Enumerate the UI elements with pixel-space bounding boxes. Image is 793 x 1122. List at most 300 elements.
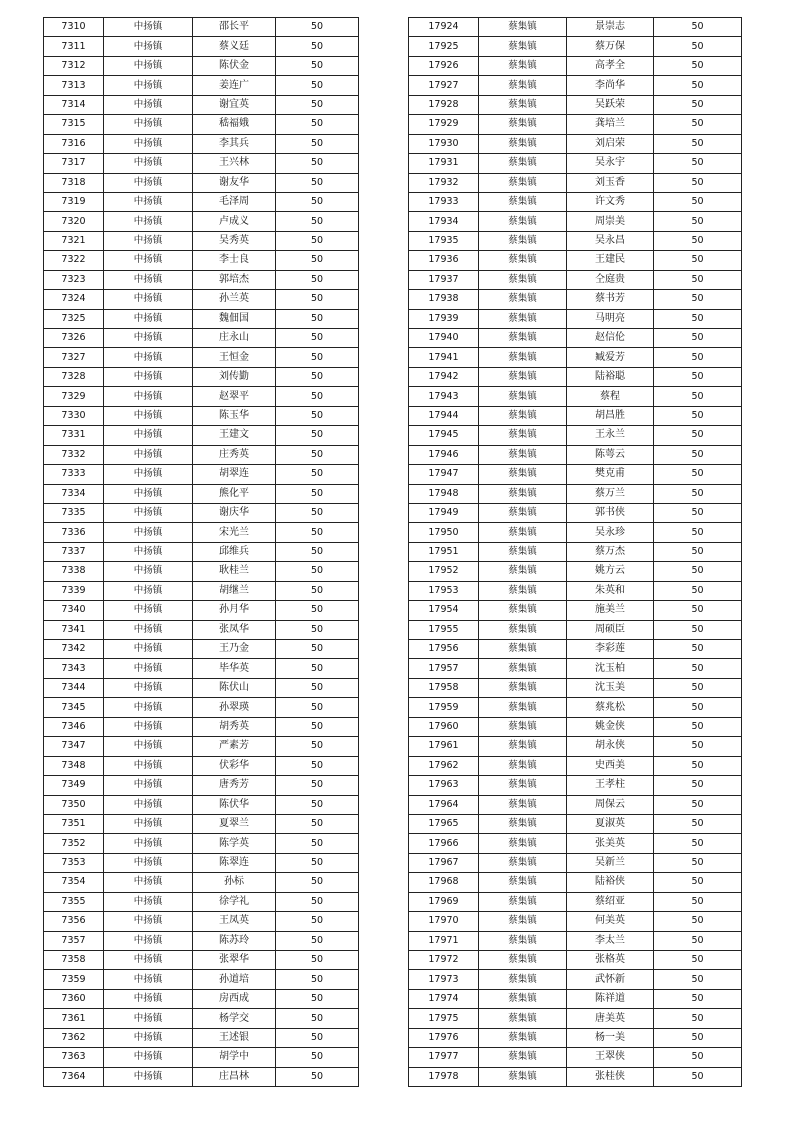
amount-cell: 50 — [276, 678, 359, 697]
amount-cell: 50 — [654, 192, 742, 211]
table-row — [409, 290, 742, 309]
table-row — [409, 659, 742, 678]
table-row — [44, 678, 359, 697]
amount-cell: 50 — [276, 37, 359, 56]
person-name-cell: 熊化平 — [193, 484, 276, 503]
record-id-cell: 7356 — [44, 912, 104, 931]
person-name-cell: 刘启荣 — [567, 134, 654, 153]
record-id-cell: 17930 — [409, 134, 479, 153]
record-id-cell: 17950 — [409, 523, 479, 542]
record-id-cell: 17952 — [409, 562, 479, 581]
table-row — [409, 56, 742, 75]
person-name-cell: 郭书侠 — [567, 503, 654, 522]
town-cell: 蔡集镇 — [479, 523, 567, 542]
table-row — [409, 873, 742, 892]
person-name-cell: 景崇志 — [567, 18, 654, 37]
town-cell: 蔡集镇 — [479, 426, 567, 445]
amount-cell: 50 — [276, 387, 359, 406]
record-id-cell: 7315 — [44, 115, 104, 134]
town-cell: 中扬镇 — [104, 814, 193, 833]
table-row — [409, 989, 742, 1008]
person-name-cell: 邱维兵 — [193, 542, 276, 561]
record-id-cell: 7337 — [44, 542, 104, 561]
record-id-cell: 7348 — [44, 756, 104, 775]
record-id-cell: 17947 — [409, 465, 479, 484]
town-cell: 中扬镇 — [104, 348, 193, 367]
town-cell: 中扬镇 — [104, 542, 193, 561]
table-row — [409, 115, 742, 134]
table-row — [409, 503, 742, 522]
amount-cell: 50 — [276, 56, 359, 75]
town-cell: 蔡集镇 — [479, 367, 567, 386]
table-row — [44, 756, 359, 775]
town-cell: 蔡集镇 — [479, 678, 567, 697]
person-name-cell: 蔡万保 — [567, 37, 654, 56]
record-id-cell: 7363 — [44, 1048, 104, 1067]
amount-cell: 50 — [654, 231, 742, 250]
table-row — [44, 37, 359, 56]
amount-cell: 50 — [654, 542, 742, 561]
town-cell: 中扬镇 — [104, 892, 193, 911]
town-cell: 蔡集镇 — [479, 251, 567, 270]
record-id-cell: 7354 — [44, 873, 104, 892]
person-name-cell: 卢成义 — [193, 212, 276, 231]
table-row — [409, 717, 742, 736]
record-id-cell: 17937 — [409, 270, 479, 289]
person-name-cell: 孙月华 — [193, 601, 276, 620]
person-name-cell: 王凤英 — [193, 912, 276, 931]
person-name-cell: 孙兰英 — [193, 290, 276, 309]
record-id-cell: 17954 — [409, 601, 479, 620]
record-id-cell: 17941 — [409, 348, 479, 367]
table-row — [409, 134, 742, 153]
town-cell: 蔡集镇 — [479, 640, 567, 659]
record-id-cell: 17975 — [409, 1009, 479, 1028]
table-row — [409, 192, 742, 211]
amount-cell: 50 — [276, 1028, 359, 1047]
table-row — [44, 192, 359, 211]
record-id-cell: 7347 — [44, 737, 104, 756]
town-cell: 蔡集镇 — [479, 601, 567, 620]
record-id-cell: 7339 — [44, 581, 104, 600]
amount-cell: 50 — [654, 892, 742, 911]
town-cell: 中扬镇 — [104, 737, 193, 756]
record-id-cell: 7334 — [44, 484, 104, 503]
person-name-cell: 杨学交 — [193, 1009, 276, 1028]
town-cell: 蔡集镇 — [479, 873, 567, 892]
amount-cell: 50 — [276, 717, 359, 736]
person-name-cell: 马明亮 — [567, 309, 654, 328]
table-row — [44, 892, 359, 911]
amount-cell: 50 — [276, 756, 359, 775]
person-name-cell: 陈祥道 — [567, 989, 654, 1008]
person-name-cell: 刘传勤 — [193, 367, 276, 386]
town-cell: 蔡集镇 — [479, 892, 567, 911]
table-row — [409, 329, 742, 348]
table-row — [44, 1028, 359, 1047]
town-cell: 蔡集镇 — [479, 212, 567, 231]
record-id-cell: 17928 — [409, 95, 479, 114]
table-row — [409, 309, 742, 328]
person-name-cell: 毕华英 — [193, 659, 276, 678]
person-name-cell: 姜连广 — [193, 76, 276, 95]
table-row — [44, 1067, 359, 1086]
table-row — [409, 37, 742, 56]
town-cell: 中扬镇 — [104, 309, 193, 328]
town-cell: 中扬镇 — [104, 581, 193, 600]
person-name-cell: 宋光兰 — [193, 523, 276, 542]
town-cell: 中扬镇 — [104, 562, 193, 581]
table-row — [44, 834, 359, 853]
record-id-cell: 7310 — [44, 18, 104, 37]
town-cell: 中扬镇 — [104, 678, 193, 697]
record-id-cell: 7340 — [44, 601, 104, 620]
table-row — [44, 173, 359, 192]
table-row — [44, 737, 359, 756]
table-row — [44, 640, 359, 659]
amount-cell: 50 — [654, 931, 742, 950]
table-row — [44, 659, 359, 678]
town-cell: 蔡集镇 — [479, 951, 567, 970]
person-name-cell: 龚培兰 — [567, 115, 654, 134]
amount-cell: 50 — [654, 640, 742, 659]
town-cell: 中扬镇 — [104, 1009, 193, 1028]
record-id-cell: 17969 — [409, 892, 479, 911]
amount-cell: 50 — [654, 251, 742, 270]
person-name-cell: 庄秀英 — [193, 445, 276, 464]
amount-cell: 50 — [276, 212, 359, 231]
table-row — [409, 484, 742, 503]
record-id-cell: 7352 — [44, 834, 104, 853]
amount-cell: 50 — [276, 270, 359, 289]
town-cell: 中扬镇 — [104, 18, 193, 37]
amount-cell: 50 — [276, 1048, 359, 1067]
record-id-cell: 17960 — [409, 717, 479, 736]
amount-cell: 50 — [276, 892, 359, 911]
record-id-cell: 7318 — [44, 173, 104, 192]
table-row — [44, 134, 359, 153]
record-id-cell: 7361 — [44, 1009, 104, 1028]
table-row — [44, 154, 359, 173]
person-name-cell: 伏彩华 — [193, 756, 276, 775]
record-id-cell: 7330 — [44, 406, 104, 425]
person-name-cell: 周崇美 — [567, 212, 654, 231]
person-name-cell: 张凤华 — [193, 620, 276, 639]
record-id-cell: 17974 — [409, 989, 479, 1008]
person-name-cell: 臧爱芳 — [567, 348, 654, 367]
roster-table-right — [408, 17, 742, 1087]
table-row — [409, 640, 742, 659]
town-cell: 蔡集镇 — [479, 1009, 567, 1028]
person-name-cell: 张桂侠 — [567, 1067, 654, 1086]
person-name-cell: 唐秀芳 — [193, 776, 276, 795]
record-id-cell: 7314 — [44, 95, 104, 114]
town-cell: 蔡集镇 — [479, 484, 567, 503]
town-cell: 中扬镇 — [104, 503, 193, 522]
record-id-cell: 7326 — [44, 329, 104, 348]
record-id-cell: 17926 — [409, 56, 479, 75]
table-row — [409, 581, 742, 600]
record-id-cell: 17932 — [409, 173, 479, 192]
record-id-cell: 17976 — [409, 1028, 479, 1047]
table-row — [409, 154, 742, 173]
record-id-cell: 17967 — [409, 853, 479, 872]
town-cell: 蔡集镇 — [479, 406, 567, 425]
person-name-cell: 郭培杰 — [193, 270, 276, 289]
record-id-cell: 17955 — [409, 620, 479, 639]
amount-cell: 50 — [654, 756, 742, 775]
table-row — [409, 212, 742, 231]
amount-cell: 50 — [654, 406, 742, 425]
amount-cell: 50 — [276, 173, 359, 192]
town-cell: 中扬镇 — [104, 970, 193, 989]
record-id-cell: 7336 — [44, 523, 104, 542]
amount-cell: 50 — [276, 290, 359, 309]
amount-cell: 50 — [276, 329, 359, 348]
town-cell: 蔡集镇 — [479, 562, 567, 581]
amount-cell: 50 — [276, 562, 359, 581]
table-row — [409, 620, 742, 639]
person-name-cell: 王建民 — [567, 251, 654, 270]
table-row — [409, 562, 742, 581]
town-cell: 中扬镇 — [104, 776, 193, 795]
person-name-cell: 李士良 — [193, 251, 276, 270]
record-id-cell: 17970 — [409, 912, 479, 931]
table-row — [409, 406, 742, 425]
amount-cell: 50 — [276, 484, 359, 503]
record-id-cell: 7357 — [44, 931, 104, 950]
amount-cell: 50 — [654, 873, 742, 892]
amount-cell: 50 — [654, 737, 742, 756]
amount-cell: 50 — [276, 620, 359, 639]
person-name-cell: 何美英 — [567, 912, 654, 931]
record-id-cell: 7338 — [44, 562, 104, 581]
town-cell: 中扬镇 — [104, 270, 193, 289]
table-row — [44, 76, 359, 95]
record-id-cell: 17933 — [409, 192, 479, 211]
record-id-cell: 17956 — [409, 640, 479, 659]
person-name-cell: 武怀新 — [567, 970, 654, 989]
amount-cell: 50 — [276, 18, 359, 37]
table-row — [409, 1048, 742, 1067]
person-name-cell: 赵信伦 — [567, 329, 654, 348]
person-name-cell: 李其兵 — [193, 134, 276, 153]
person-name-cell: 樊克甫 — [567, 465, 654, 484]
town-cell: 蔡集镇 — [479, 329, 567, 348]
table-row — [44, 1009, 359, 1028]
record-id-cell: 7355 — [44, 892, 104, 911]
person-name-cell: 李太兰 — [567, 931, 654, 950]
amount-cell: 50 — [654, 659, 742, 678]
person-name-cell: 陈萼云 — [567, 445, 654, 464]
person-name-cell: 蔡万杰 — [567, 542, 654, 561]
table-row — [44, 251, 359, 270]
record-id-cell: 17971 — [409, 931, 479, 950]
record-id-cell: 7359 — [44, 970, 104, 989]
town-cell: 中扬镇 — [104, 231, 193, 250]
person-name-cell: 吴永昌 — [567, 231, 654, 250]
person-name-cell: 张格英 — [567, 951, 654, 970]
person-name-cell: 王建文 — [193, 426, 276, 445]
amount-cell: 50 — [654, 329, 742, 348]
town-cell: 蔡集镇 — [479, 115, 567, 134]
town-cell: 蔡集镇 — [479, 76, 567, 95]
amount-cell: 50 — [654, 76, 742, 95]
person-name-cell: 姚方云 — [567, 562, 654, 581]
amount-cell: 50 — [654, 1048, 742, 1067]
record-id-cell: 17935 — [409, 231, 479, 250]
person-name-cell: 谢友华 — [193, 173, 276, 192]
person-name-cell: 周保云 — [567, 795, 654, 814]
table-row — [409, 387, 742, 406]
amount-cell: 50 — [654, 853, 742, 872]
person-name-cell: 沈玉柏 — [567, 659, 654, 678]
amount-cell: 50 — [276, 192, 359, 211]
town-cell: 蔡集镇 — [479, 134, 567, 153]
person-name-cell: 王永兰 — [567, 426, 654, 445]
table-row — [409, 970, 742, 989]
table-row — [44, 912, 359, 931]
person-name-cell: 唐美英 — [567, 1009, 654, 1028]
table-row — [44, 445, 359, 464]
amount-cell: 50 — [276, 795, 359, 814]
table-row — [44, 18, 359, 37]
town-cell: 蔡集镇 — [479, 776, 567, 795]
table-row — [409, 678, 742, 697]
table-row — [409, 814, 742, 833]
amount-cell: 50 — [276, 659, 359, 678]
table-row — [409, 348, 742, 367]
town-cell: 蔡集镇 — [479, 853, 567, 872]
table-row — [44, 270, 359, 289]
person-name-cell: 许文秀 — [567, 192, 654, 211]
amount-cell: 50 — [276, 912, 359, 931]
record-id-cell: 17927 — [409, 76, 479, 95]
person-name-cell: 蔡兆松 — [567, 698, 654, 717]
table-row — [44, 795, 359, 814]
person-name-cell: 李彩莲 — [567, 640, 654, 659]
town-cell: 中扬镇 — [104, 367, 193, 386]
record-id-cell: 7342 — [44, 640, 104, 659]
person-name-cell: 高孝全 — [567, 56, 654, 75]
town-cell: 蔡集镇 — [479, 756, 567, 775]
record-id-cell: 7360 — [44, 989, 104, 1008]
person-name-cell: 刘玉香 — [567, 173, 654, 192]
record-id-cell: 17938 — [409, 290, 479, 309]
amount-cell: 50 — [276, 406, 359, 425]
table-row — [409, 853, 742, 872]
record-id-cell: 17931 — [409, 154, 479, 173]
town-cell: 中扬镇 — [104, 698, 193, 717]
amount-cell: 50 — [276, 251, 359, 270]
town-cell: 中扬镇 — [104, 1067, 193, 1086]
record-id-cell: 7362 — [44, 1028, 104, 1047]
person-name-cell: 房西成 — [193, 989, 276, 1008]
amount-cell: 50 — [276, 542, 359, 561]
table-row — [409, 912, 742, 931]
town-cell: 中扬镇 — [104, 37, 193, 56]
town-cell: 蔡集镇 — [479, 192, 567, 211]
table-row — [44, 329, 359, 348]
record-id-cell: 17929 — [409, 115, 479, 134]
amount-cell: 50 — [276, 776, 359, 795]
town-cell: 中扬镇 — [104, 601, 193, 620]
person-name-cell: 蔡万兰 — [567, 484, 654, 503]
record-id-cell: 7353 — [44, 853, 104, 872]
record-id-cell: 17973 — [409, 970, 479, 989]
amount-cell: 50 — [276, 853, 359, 872]
town-cell: 蔡集镇 — [479, 659, 567, 678]
amount-cell: 50 — [276, 814, 359, 833]
amount-cell: 50 — [276, 231, 359, 250]
town-cell: 中扬镇 — [104, 251, 193, 270]
amount-cell: 50 — [654, 387, 742, 406]
record-id-cell: 7358 — [44, 951, 104, 970]
town-cell: 中扬镇 — [104, 406, 193, 425]
town-cell: 蔡集镇 — [479, 1028, 567, 1047]
amount-cell: 50 — [654, 367, 742, 386]
record-id-cell: 17946 — [409, 445, 479, 464]
record-id-cell: 17963 — [409, 776, 479, 795]
person-name-cell: 陈伏山 — [193, 678, 276, 697]
record-id-cell: 7316 — [44, 134, 104, 153]
table-row — [44, 620, 359, 639]
person-name-cell: 嵇福娥 — [193, 115, 276, 134]
person-name-cell: 王翠侠 — [567, 1048, 654, 1067]
table-row — [44, 484, 359, 503]
record-id-cell: 17936 — [409, 251, 479, 270]
town-cell: 蔡集镇 — [479, 717, 567, 736]
person-name-cell: 庄永山 — [193, 329, 276, 348]
town-cell: 中扬镇 — [104, 465, 193, 484]
record-id-cell: 7322 — [44, 251, 104, 270]
person-name-cell: 谢宜英 — [193, 95, 276, 114]
town-cell: 中扬镇 — [104, 756, 193, 775]
amount-cell: 50 — [276, 989, 359, 1008]
amount-cell: 50 — [654, 134, 742, 153]
amount-cell: 50 — [276, 115, 359, 134]
table-row — [409, 601, 742, 620]
record-id-cell: 7311 — [44, 37, 104, 56]
town-cell: 中扬镇 — [104, 387, 193, 406]
amount-cell: 50 — [276, 426, 359, 445]
town-cell: 中扬镇 — [104, 445, 193, 464]
town-cell: 中扬镇 — [104, 853, 193, 872]
record-id-cell: 7325 — [44, 309, 104, 328]
table-row — [44, 814, 359, 833]
person-name-cell: 徐学礼 — [193, 892, 276, 911]
town-cell: 中扬镇 — [104, 484, 193, 503]
town-cell: 蔡集镇 — [479, 581, 567, 600]
record-id-cell: 17940 — [409, 329, 479, 348]
amount-cell: 50 — [276, 873, 359, 892]
town-cell: 中扬镇 — [104, 95, 193, 114]
person-name-cell: 沈玉美 — [567, 678, 654, 697]
amount-cell: 50 — [276, 523, 359, 542]
record-id-cell: 17953 — [409, 581, 479, 600]
person-name-cell: 夏翠兰 — [193, 814, 276, 833]
record-id-cell: 7332 — [44, 445, 104, 464]
town-cell: 蔡集镇 — [479, 814, 567, 833]
amount-cell: 50 — [654, 290, 742, 309]
person-name-cell: 孙标 — [193, 873, 276, 892]
amount-cell: 50 — [654, 484, 742, 503]
amount-cell: 50 — [654, 523, 742, 542]
table-row — [44, 503, 359, 522]
record-id-cell: 17944 — [409, 406, 479, 425]
record-id-cell: 7313 — [44, 76, 104, 95]
amount-cell: 50 — [654, 620, 742, 639]
